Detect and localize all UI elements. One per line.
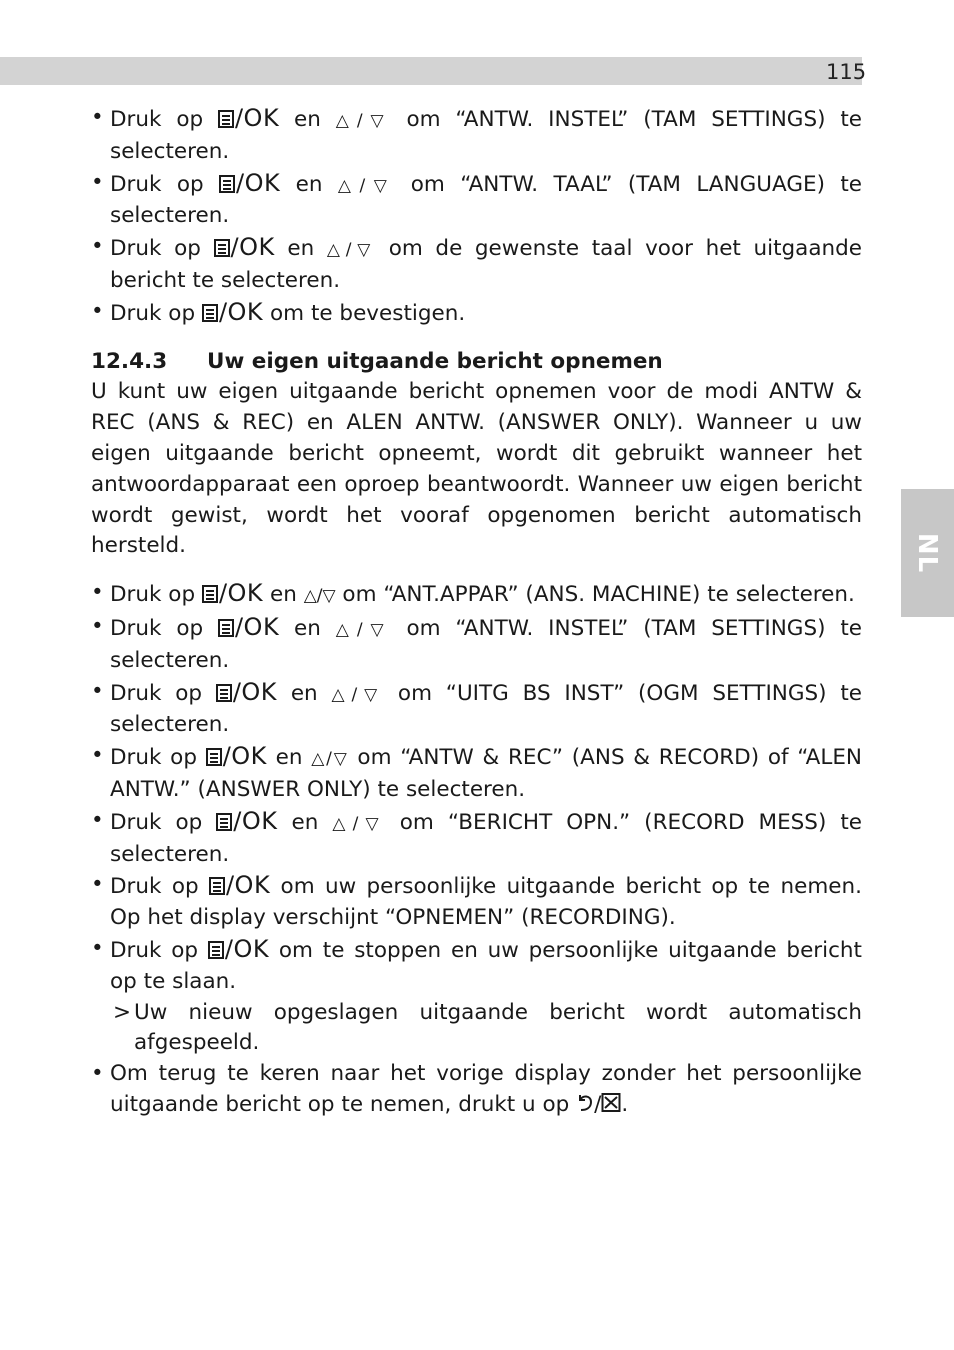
up-down-arrow-icon: △/▽ [331, 684, 385, 705]
ok-label: /OK [234, 104, 280, 132]
list-item: • Druk op /OK en △/▽ om “BERICHT OPN.” (RECORD MESS) te selecteren. [91, 806, 862, 871]
list-item: • Druk op /OK en △/▽ om “ANTW & REC” (ANS & RECORD) of “ALEN ANTW.” (ANSWER ONLY) te selecteren. [91, 741, 862, 806]
menu-icon [216, 813, 232, 831]
ok-label: /OK [233, 806, 278, 835]
page-content [91, 103, 862, 1121]
menu-icon [208, 941, 224, 959]
back-arrow-icon [576, 1091, 594, 1113]
ok-label: /OK [225, 871, 271, 900]
result-note: > Uw nieuw opgeslagen uitgaande bericht wordt automatisch afgespeeld. [91, 998, 862, 1060]
list-item: • Druk op /OK om uw persoonlijke uitgaande bericht op te nemen. Op het display verschijnt “OPNEMEN” (RECORDING). [91, 870, 862, 934]
ok-label: /OK [236, 168, 281, 197]
list-item: • Druk op /OK om te stoppen en uw persoonlijke uitgaande bericht op te slaan. [91, 934, 862, 998]
menu-icon [206, 748, 222, 766]
page-number: 115 [826, 60, 867, 84]
ok-label: /OK [232, 677, 278, 706]
menu-icon [218, 110, 234, 128]
menu-icon [209, 877, 225, 895]
up-down-arrow-icon: △/▽ [303, 586, 336, 607]
ok-label: /OK [218, 297, 264, 326]
menu-icon [218, 619, 234, 637]
language-tab-label: NL [912, 532, 943, 574]
list-item: • Druk op /OK en △/▽ om de gewenste taal voor het uitgaande bericht te selecteren. [91, 232, 862, 297]
ok-label: /OK [234, 612, 280, 641]
list-item: • Druk op /OK en △/▽ om “ANTW. INSTEL” (TAM SETTINGS) te selecteren. [91, 612, 862, 677]
list-item: • Druk op /OK om te bevestigen. [91, 297, 862, 330]
menu-icon [219, 175, 235, 193]
ok-label: /OK [218, 579, 264, 608]
up-down-arrow-icon: △/▽ [335, 111, 392, 131]
menu-icon [202, 304, 218, 322]
up-down-arrow-icon: △/▽ [326, 240, 377, 261]
list-item: • Druk op /OK en △/▽ om “UITG BS INST” (OGM SETTINGS) te selecteren. [91, 677, 862, 742]
ok-label: /OK [222, 742, 267, 771]
intro-paragraph: U kunt uw eigen uitgaande bericht opnemen voor de modi ANTW & REC (ANS & REC) en ALEN ANTW. (ANSWER ONLY). Wanneer u uw eigen uitgaande bericht opneemt, wordt dit gebruikt wanneer het antwoordapparaat een oproep beantwoordt. Wanneer uw eigen bericht wordt gewist, wordt het vooraf opgenomen bericht automatisch hersteld. [91, 379, 862, 559]
menu-icon [202, 585, 218, 603]
language-tab [901, 489, 954, 617]
list-item: • Druk op /OK en △/▽ om “ANTW. INSTEL” (TAM SETTINGS) te selecteren. [91, 103, 862, 168]
list-item: • Druk op /OK en △/▽ om “ANTW. TAAL” (TAM LANGUAGE) te selecteren. [91, 168, 862, 233]
ok-label: /OK [224, 934, 270, 963]
menu-icon [216, 684, 232, 702]
ok-label: /OK [230, 233, 275, 262]
section-title: Uw eigen uitgaande bericht opnemen [207, 348, 663, 374]
up-down-arrow-icon: △/▽ [311, 749, 349, 770]
header-bar [0, 57, 862, 85]
up-down-arrow-icon: △/▽ [332, 813, 386, 834]
menu-icon [214, 239, 230, 257]
section-heading [91, 347, 862, 378]
up-down-arrow-icon: △/▽ [337, 175, 396, 196]
clear-x-box-icon [601, 1091, 621, 1113]
up-down-arrow-icon: △/▽ [335, 619, 392, 640]
list-item: • Om terug te keren naar het vorige display zonder het persoonlijke uitgaande bericht op te nemen, drukt u op / . [91, 1059, 862, 1121]
section-number: 12.4.3 [91, 348, 168, 374]
list-item: • Druk op /OK en △/▽ om “ANT.APPAR” (ANS. MACHINE) te selecteren. [91, 578, 862, 612]
